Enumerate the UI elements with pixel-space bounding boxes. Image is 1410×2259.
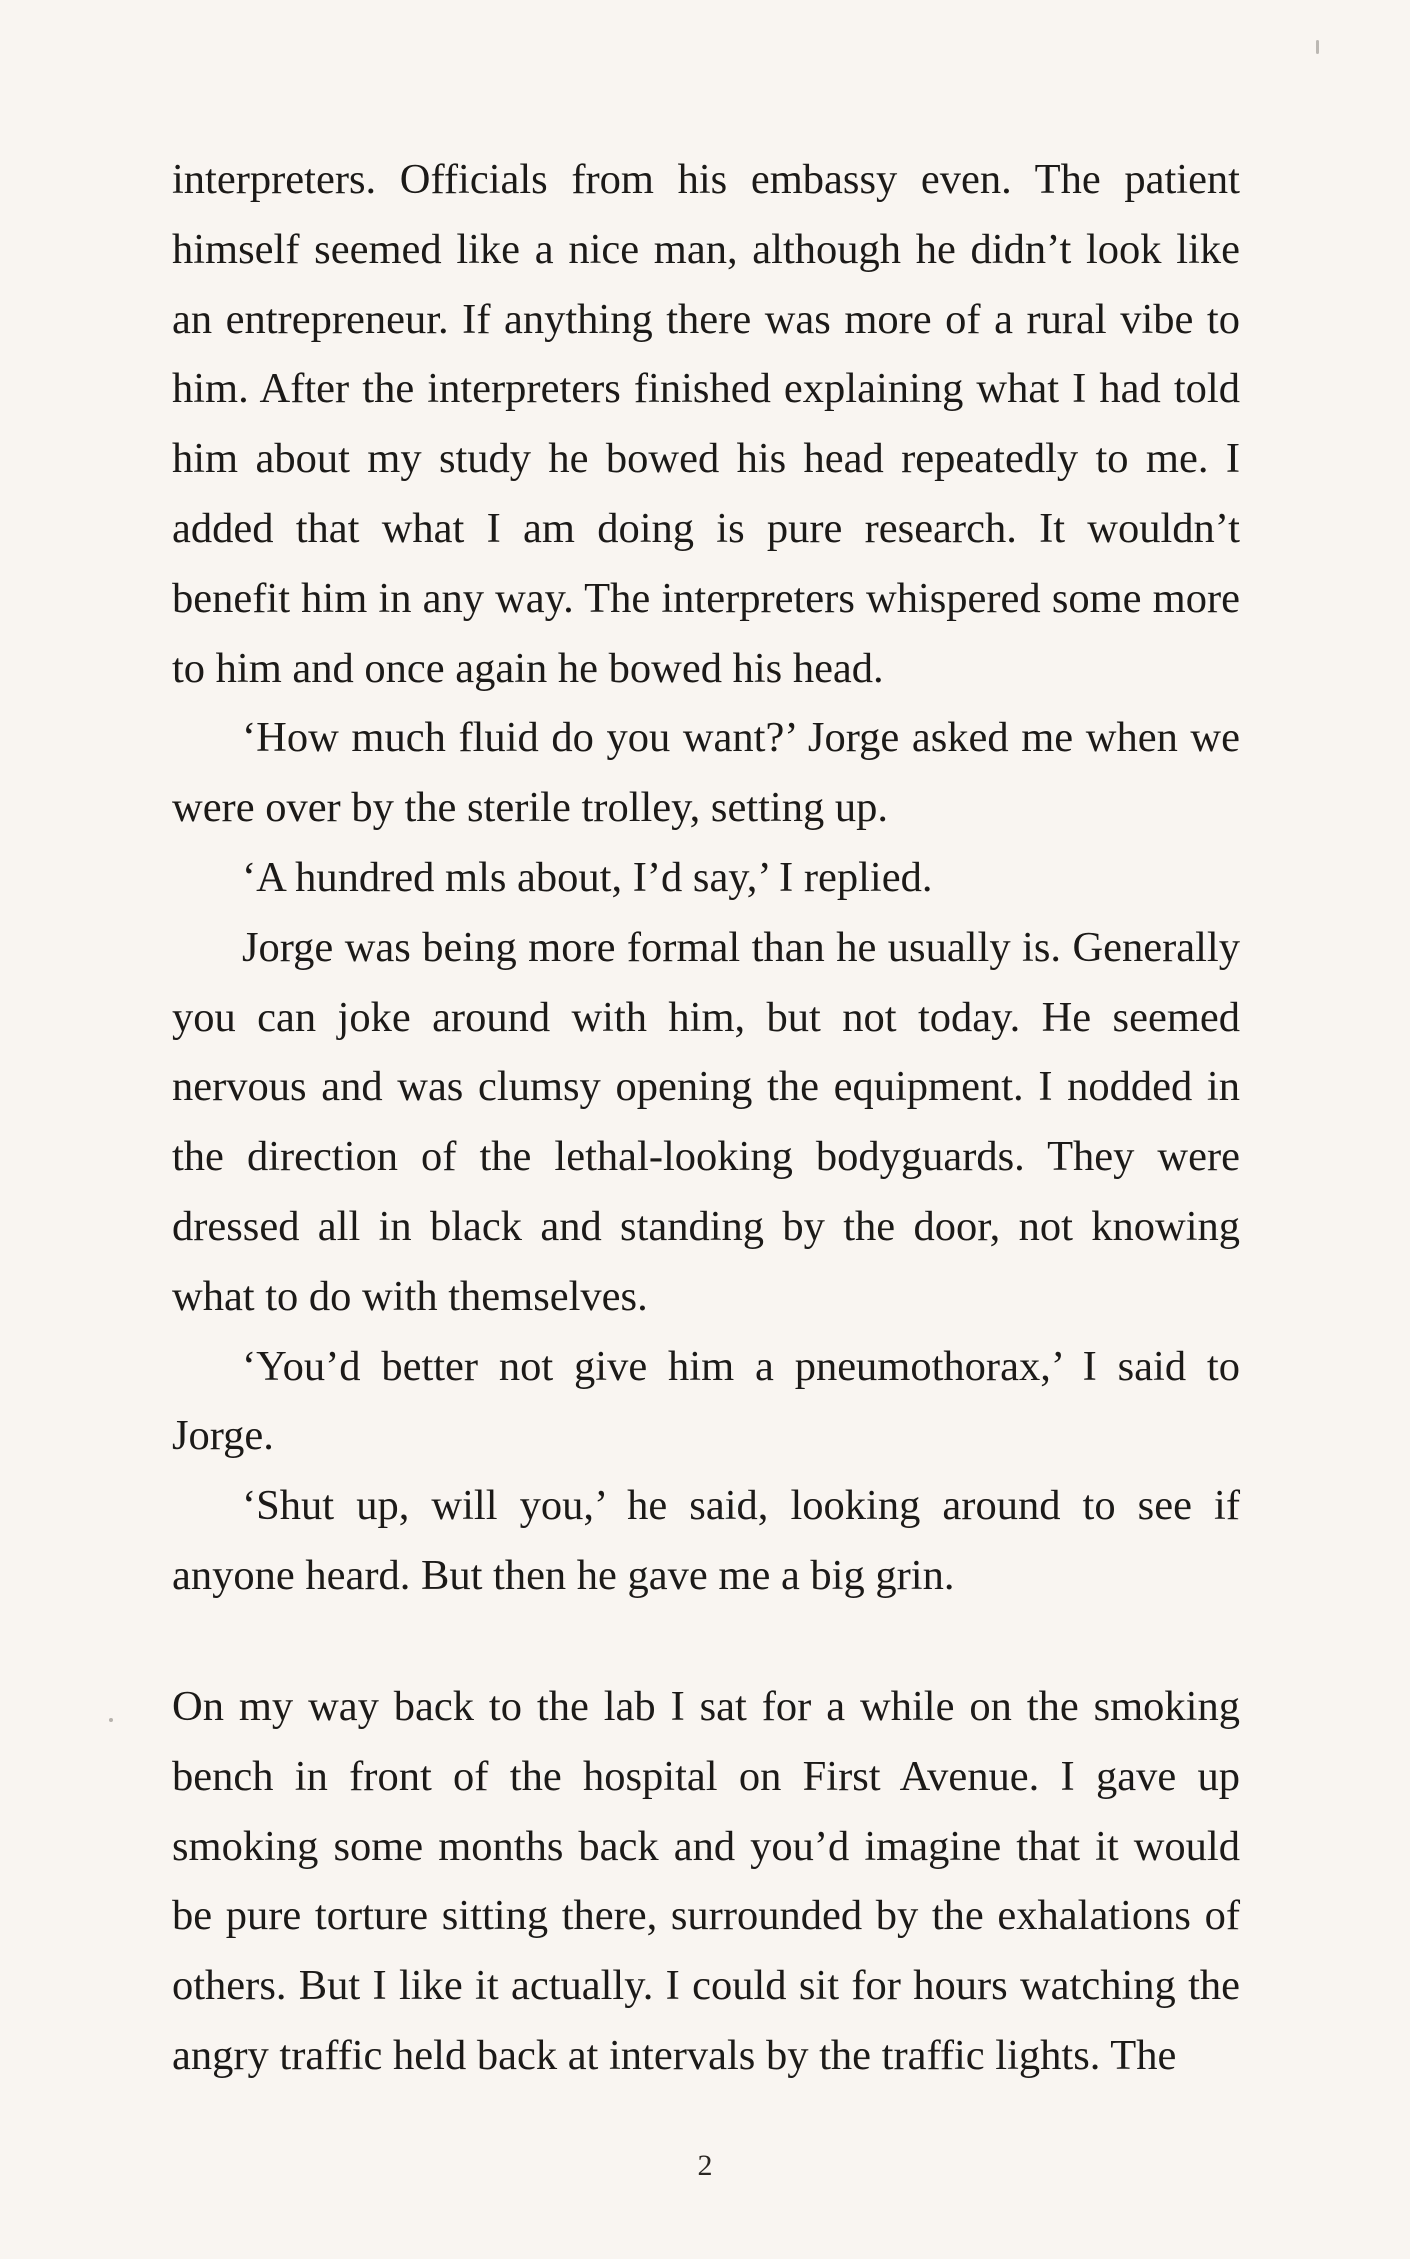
- body-text-section-1: [172, 145, 1240, 1611]
- paragraph: Jorge was being more formal than he usually is. Generally you can joke around with him, but not today. He seemed nervous and was clumsy opening the equipment. I nodded in the direction of the lethal-looking bodyguards. They were dressed all in black and standing by the door, not knowing what to do with themselves.: [172, 923, 1240, 1320]
- page-number: 2: [697, 2149, 713, 2182]
- body-text-section-2: [172, 1672, 1240, 2091]
- paragraph: On my way back to the lab I sat for a while on the smoking bench in front of the hospital on First Avenue. I gave up smoking some months back and you’d imagine that it would be pure torture sitting there, surrounded by the exhalations of others. But I like it actually. I could sit for hours watching the angry traffic held back at intervals by the traffic lights. The: [172, 1683, 1240, 2079]
- scan-speck: [1316, 40, 1319, 54]
- paragraph: ‘Shut up, will you,’ he said, looking around to see if anyone heard. But then he gave me a big grin.: [172, 1482, 1240, 1599]
- paragraph: ‘How much fluid do you want?’ Jorge asked me when we were over by the sterile trolley, setting up.: [172, 714, 1240, 832]
- paragraph: interpreters. Officials from his embassy even. The patient himself seemed like a nice man, although he didn’t look like an entrepreneur. If anything there was more of a rural vibe to him. After the interpreters finished explaining what I had told him about my study he bowed his head repeatedly to me. I added that what I am doing is pure research. It wouldn’t benefit him in any way. The interpreters whispered some more to him and once again he bowed his head.: [172, 156, 1240, 692]
- paragraph: ‘A hundred mls about, I’d say,’ I replied.: [242, 853, 933, 901]
- paragraph: ‘You’d better not give him a pneumothorax,’ I said to Jorge.: [172, 1342, 1240, 1460]
- scan-speck: [109, 1718, 113, 1722]
